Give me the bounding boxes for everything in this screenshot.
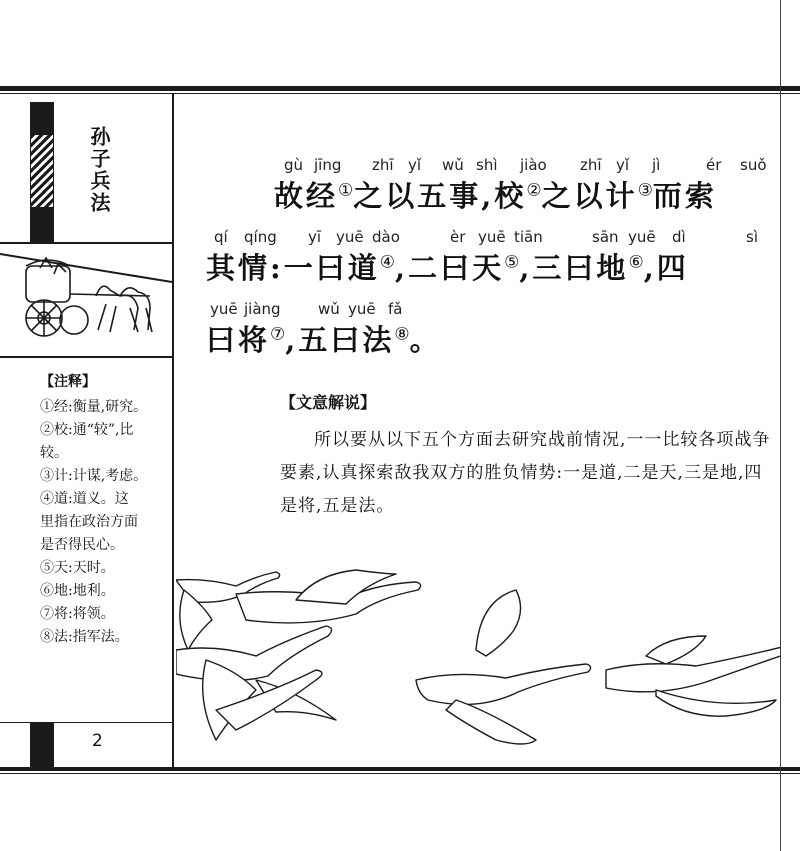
note-line: ⑦将:将领。	[40, 606, 115, 622]
pinyin: sì	[746, 228, 758, 246]
note-marker: ②	[526, 180, 542, 201]
decorative-corner	[30, 723, 54, 767]
verse-line-2	[206, 246, 689, 287]
page-number: 2	[92, 731, 103, 751]
book-title-block	[0, 98, 172, 244]
main-content	[176, 94, 780, 767]
sidebar	[0, 94, 174, 767]
explanation-heading: 【文意解说】	[280, 393, 377, 412]
pinyin: tiān	[514, 228, 543, 246]
sidebar-divider	[0, 242, 172, 244]
verse-text: 之以计	[541, 179, 638, 213]
verse-text: ,四	[643, 251, 689, 285]
note-line: ②校:通“较”,比	[40, 422, 134, 438]
pinyin: yǐ	[408, 156, 422, 174]
pinyin: jīng	[314, 156, 342, 174]
pinyin: jiàng	[244, 300, 281, 318]
pinyin: jiào	[520, 156, 547, 174]
pinyin: jì	[652, 156, 661, 174]
pinyin: wǔ	[318, 300, 340, 318]
pinyin: dì	[672, 228, 686, 246]
note-marker: ①	[338, 180, 354, 201]
note-line: 较。	[40, 445, 68, 461]
pinyin: suǒ	[740, 156, 767, 174]
pinyin: èr	[450, 228, 466, 246]
note-marker: ④	[379, 252, 395, 273]
note-marker: ⑤	[504, 252, 520, 273]
sidebar-divider	[0, 356, 172, 358]
pinyin: zhī	[580, 156, 602, 174]
verse-text: 。	[409, 323, 442, 357]
notes-section	[40, 371, 170, 649]
book-title: 孙子兵法	[87, 126, 111, 214]
pinyin: wǔ	[442, 156, 464, 174]
flying-birds-illustration	[176, 560, 780, 765]
note-marker: ⑧	[394, 324, 410, 345]
pinyin: yuē	[478, 228, 506, 246]
note-line: ⑤天:天时。	[40, 560, 115, 576]
note-line: ⑥地:地利。	[40, 583, 115, 599]
verse-text: ,三曰地	[519, 251, 629, 285]
pinyin: yuē	[336, 228, 364, 246]
pinyin: fǎ	[388, 300, 403, 318]
note-marker: ⑦	[270, 324, 286, 345]
verse-text: 之以五事,校	[353, 179, 527, 213]
verse-text: 故经	[274, 179, 339, 213]
pinyin: qí	[214, 228, 228, 246]
page-right-edge	[780, 0, 781, 851]
note-line: 是否得民心。	[40, 537, 124, 553]
verse-text: ,二曰天	[394, 251, 505, 285]
note-line: ⑧法:指军法。	[40, 629, 129, 645]
bottom-border-thin	[0, 773, 800, 774]
pinyin: yǐ	[616, 156, 630, 174]
notes-heading: 【注释】	[40, 374, 96, 390]
top-border-thick	[0, 86, 800, 91]
pinyin: yuē	[210, 300, 238, 318]
explanation-body: 所以要从以下五个方面去研究战前情况,一一比较各项战争要素,认真探索敌我双方的胜负情势:一是道,二是天,三是地,四是将,五是法。	[280, 430, 771, 516]
decorative-pattern	[30, 134, 54, 208]
chariot-illustration	[0, 246, 172, 354]
verse-text: 曰将	[206, 323, 271, 357]
pinyin: zhī	[372, 156, 394, 174]
verse-line-3	[206, 318, 442, 359]
verse-text: 而索	[652, 179, 717, 213]
pinyin: gù	[284, 156, 304, 174]
note-line: 里指在政治方面	[40, 514, 138, 530]
pinyin: yī	[308, 228, 322, 246]
pinyin: ér	[706, 156, 722, 174]
pinyin: dào	[372, 228, 400, 246]
verse-line-1	[274, 174, 717, 215]
note-line: ①经:衡量,研究。	[40, 399, 148, 415]
pinyin: yuē	[628, 228, 656, 246]
note-line: ③计:计谋,考虑。	[40, 468, 148, 484]
pinyin: sān	[592, 228, 619, 246]
pinyin: yuē	[348, 300, 376, 318]
verse-text: 其情:一曰道	[206, 251, 380, 285]
note-line: ④道:道义。这	[40, 491, 129, 507]
verse-text: ,五曰法	[285, 323, 395, 357]
note-marker: ③	[637, 180, 653, 201]
page-number-row	[0, 722, 172, 767]
bottom-border-thick	[0, 767, 800, 771]
pinyin: shì	[476, 156, 498, 174]
pinyin: qíng	[244, 228, 277, 246]
note-marker: ⑥	[628, 252, 644, 273]
